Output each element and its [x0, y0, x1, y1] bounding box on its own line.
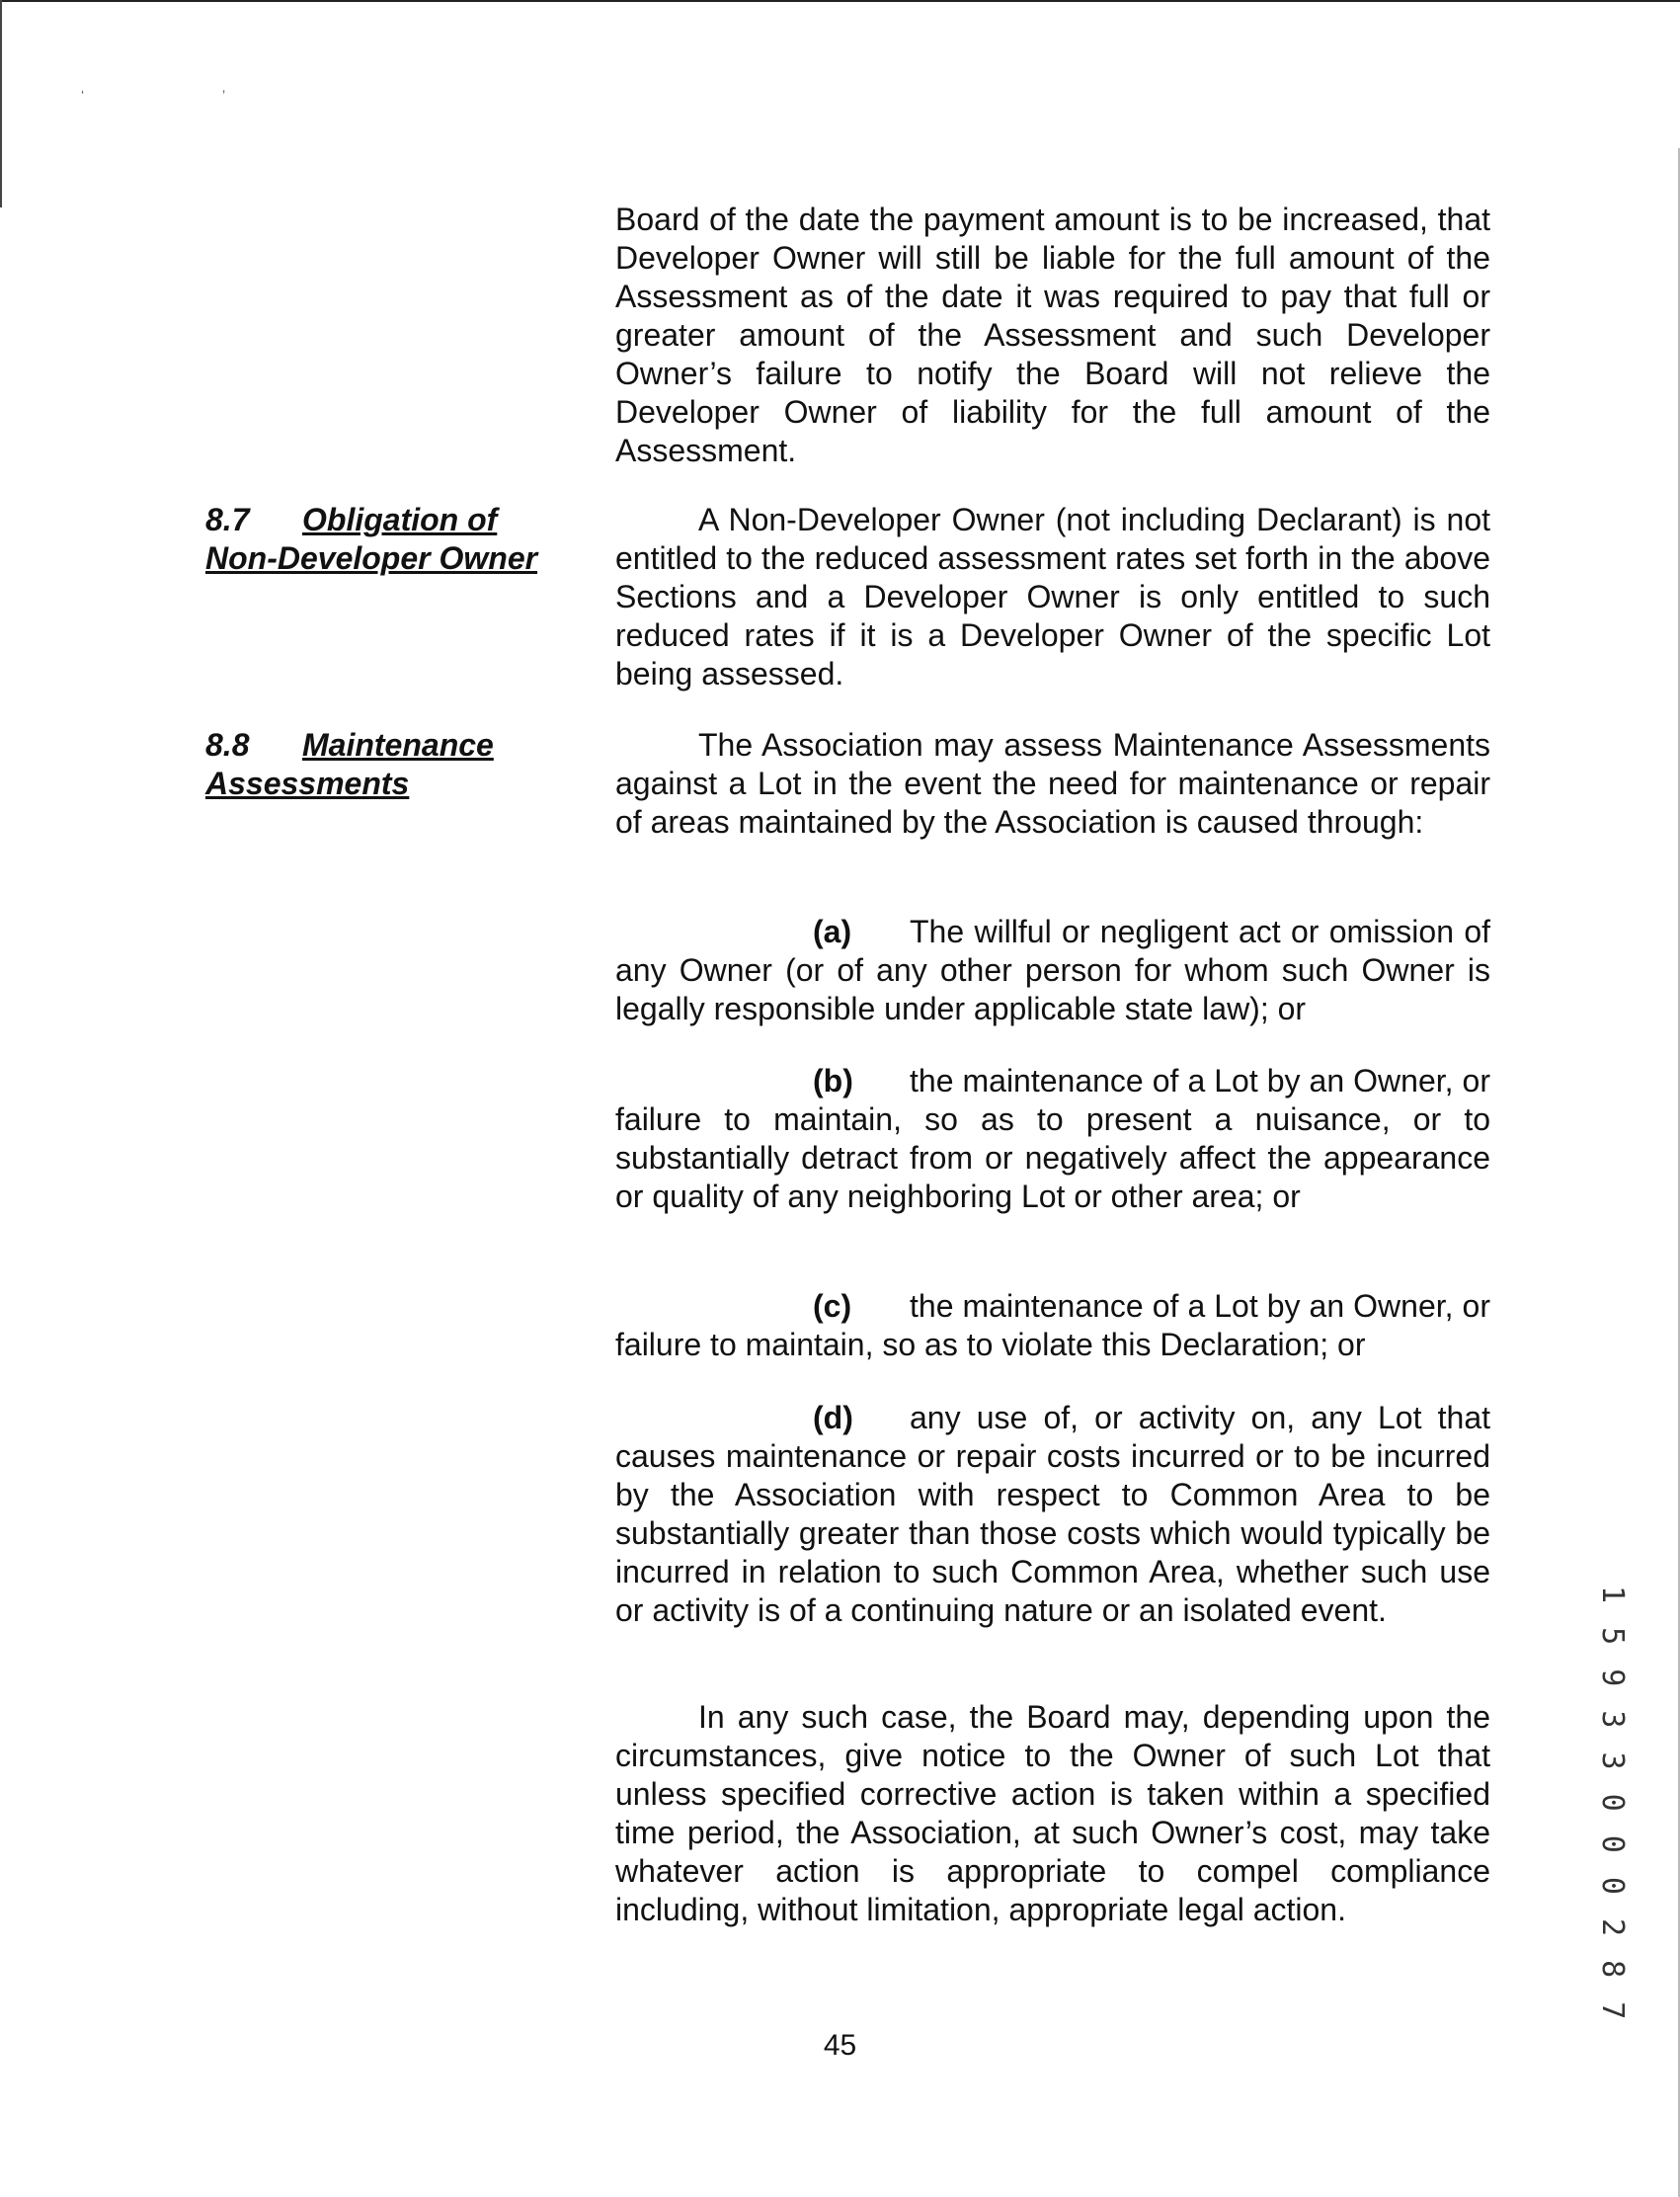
section-8-8-title-line1: Maintenance — [302, 727, 494, 763]
item-c-text: the maintenance of a Lot by an Owner, or failure to maintain, so as to violate this Declaration; or — [615, 1288, 1490, 1362]
section-8-7-number: 8.7 — [205, 502, 250, 537]
section-8-8-title-line2: Assessments — [205, 766, 410, 801]
top-border — [0, 0, 1680, 2]
section-8-8-number: 8.8 — [205, 727, 250, 763]
section-8-7-title-line2: Non-Developer Owner — [205, 540, 538, 576]
item-c — [615, 1287, 1490, 1364]
section-8-8-heading — [205, 726, 561, 803]
section-8-7-title-line1: Obligation of — [302, 502, 498, 537]
item-d-text: any use of, or activity on, any Lot that causes maintenance or repair costs incurred or to be incurred by the Association with respect to Common Area to be substantially greater than those costs which would typically be incurred in relation to such Common Area, whether such use or activity is of a continuing nature or an isolated event. — [615, 1400, 1490, 1628]
closing-paragraph: In any such case, the Board may, depending upon the circumstances, give notice to the Owner of such Lot that unless specified corrective action is taken within a specified time period, the Association, at such Owner’s cost, may take whatever action is appropriate to compel compliance including, without limitation, appropriate legal action. — [615, 1699, 1490, 1927]
scan-marks: ‘ ’ — [81, 87, 293, 103]
page-number: 45 — [823, 2029, 857, 2062]
side-stamp: 1 5 9 3 3 0 0 0 2 8 7 — [1595, 1586, 1630, 2023]
item-c-label: (c) — [813, 1288, 852, 1324]
item-a-text: The willful or negligent act or omission of any Owner (or of any other person for whom such Owner is legally responsible under applicable state law); or — [615, 914, 1490, 1026]
continuation-paragraph: Board of the date the payment amount is to be increased, that Developer Owner will still be liable for the full amount of the Assessment as of the date it was required to pay that full or greater amount of the Assessment and such Developer Owner’s failure to notify the Board will not relieve the Developer Owner of liability for the full amount of the Assessment. — [615, 202, 1490, 468]
section-8-8-intro: The Association may assess Maintenance Assessments against a Lot in the event the need for maintenance or repair of areas maintained by the Association is caused through: — [615, 727, 1490, 840]
section-8-7-paragraph: A Non-Developer Owner (not including Declarant) is not entitled to the reduced assessment rates set forth in the above Sections and a Developer Owner is only entitled to such reduced rates if it is a Developer Owner of the specific Lot being assessed. — [615, 502, 1490, 692]
section-8-7-heading — [205, 501, 561, 578]
item-a — [615, 913, 1490, 1028]
item-b — [615, 1062, 1490, 1216]
item-b-text: the maintenance of a Lot by an Owner, or failure to maintain, so as to present a nuisance, or to substantially detract from or negatively affect the appearance or quality of any neighboring Lot or other area; or — [615, 1063, 1490, 1214]
item-d — [615, 1399, 1490, 1630]
left-scan-edge — [0, 0, 2, 207]
item-b-label: (b) — [813, 1063, 853, 1098]
item-d-label: (d) — [813, 1400, 853, 1435]
item-a-label: (a) — [813, 914, 852, 949]
